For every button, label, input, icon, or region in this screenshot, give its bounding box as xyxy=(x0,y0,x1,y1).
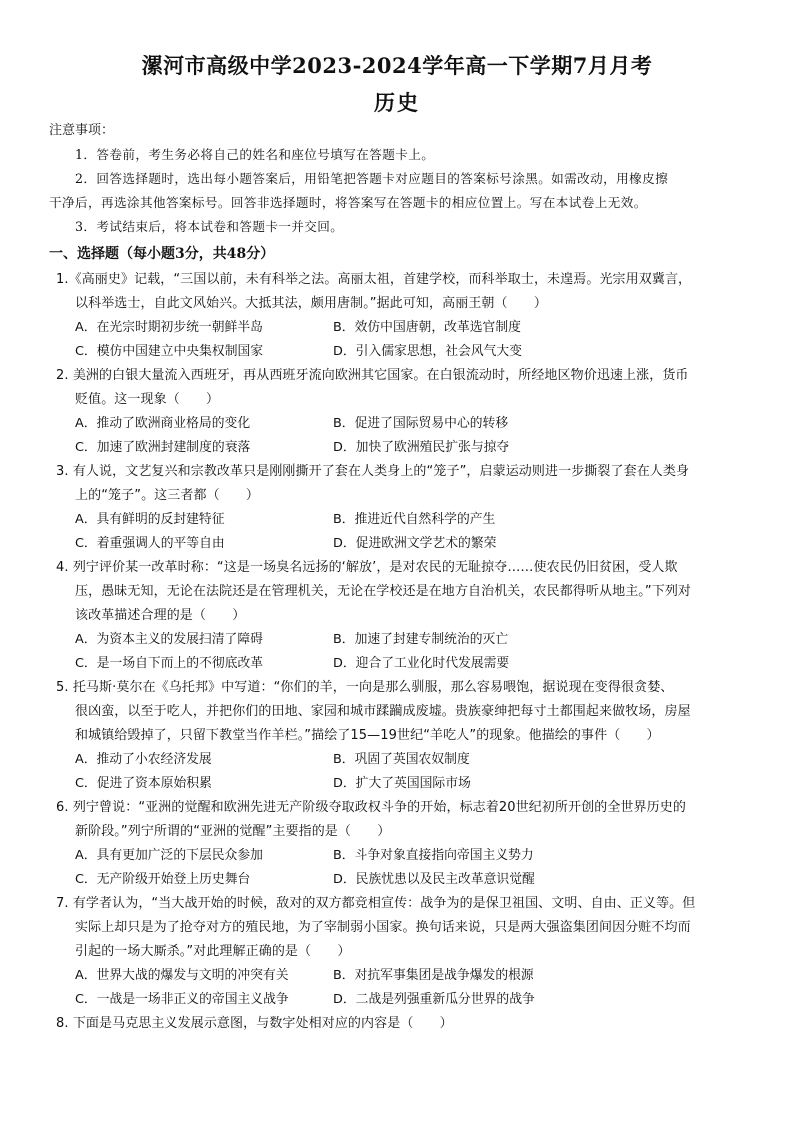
question-5-line-1: 5. 托马斯·莫尔在《乌托邦》中写道：“你们的羊，一向是那么驯服，那么容易喂饱，据说现在变得很贪婪、 xyxy=(56,680,674,695)
question-2-line-2: 贬值。这一现象（ ） xyxy=(75,392,220,407)
question-3-option-d: D．促进欧洲文学艺术的繁荣 xyxy=(333,536,497,551)
question-7-line-2: 实际上却只是为了抢夺对方的殖民地，为了宰制弱小国家。换句话来说，只是两大强盗集团间因分赃不均而 xyxy=(75,920,691,935)
question-4-option-d: D．迎合了工业化时代发展需要 xyxy=(333,656,510,671)
question-3-option-b: B．推进近代自然科学的产生 xyxy=(333,512,496,527)
question-1-option-d: D．引入儒家思想，社会风气大变 xyxy=(333,344,523,359)
question-6-option-d: D．民族忧患以及民主改革意识觉醒 xyxy=(333,872,535,887)
question-7-option-c: C．一战是一场非正义的帝国主义战争 xyxy=(75,992,289,1007)
question-2-option-c: C．加速了欧洲封建制度的衰落 xyxy=(75,440,251,455)
question-2-option-a: A．推动了欧洲商业格局的变化 xyxy=(75,416,251,431)
question-8-line-1: 8. 下面是马克思主义发展示意图，与数字处相对应的内容是（ ） xyxy=(56,1016,453,1031)
notice-item-3: 3．考试结束后，将本试卷和答题卡一并交回。 xyxy=(75,219,344,234)
question-5-line-3: 和城镇给毁掉了，只留下教堂当作羊栏。”描绘了15—19世纪“羊吃人”的现象。他描绘的事件（ ） xyxy=(75,728,660,743)
question-3-line-1: 3. 有人说，文艺复兴和宗教改革只是刚刚撕开了套在人类身上的“笼子”，启蒙运动则进一步撕裂了套在人类身 xyxy=(56,464,690,479)
question-1-line-2: 以科举选士，自此文风始兴。大抵其法，颇用唐制。”据此可知，高丽王朝（ ） xyxy=(75,296,547,311)
question-6-option-c: C．无产阶级开始登上历史舞台 xyxy=(75,872,251,887)
question-4-option-a: A．为资本主义的发展扫清了障碍 xyxy=(75,632,263,647)
notice-item-1: 1．答卷前，考生务必将自己的姓名和座位号填写在答题卡上。 xyxy=(75,147,435,162)
question-7-line-3: 引起的一场大厮杀。”对此理解正确的是（ ） xyxy=(75,944,351,959)
notice-item-2: 2．回答选择题时，选出每小题答案后，用铅笔把答题卡对应题目的答案标号涂黑。如需改动，用橡皮擦 xyxy=(75,171,669,186)
question-5-option-c: C．促进了资本原始积累 xyxy=(75,776,212,791)
question-5-option-d: D．扩大了英国国际市场 xyxy=(333,776,471,791)
question-3-line-2: 上的“笼子”。这三者都（ ） xyxy=(75,488,259,503)
question-6-line-2: 新阶段。”列宁所谓的“亚洲的觉醒”主要指的是（ ） xyxy=(75,824,391,839)
question-5-option-b: B．巩固了英国农奴制度 xyxy=(333,752,470,767)
question-7-option-a: A．世界大战的爆发与文明的冲突有关 xyxy=(75,968,289,983)
question-2-option-d: D．加快了欧洲殖民扩张与掠夺 xyxy=(333,440,510,455)
question-1-option-c: C．模仿中国建立中央集权制国家 xyxy=(75,344,264,359)
exam-subject: 历史 xyxy=(374,90,420,115)
question-5-line-2: 很凶蛮，以至于吃人，并把你们的田地、家园和城市蹂躏成废墟。贵族豪绅把每寸土都围起来做牧场，房屋 xyxy=(75,704,691,719)
notice-item-2-cont: 干净后，再选涂其他答案标号。回答非选择题时，将答案写在答题卡的相应位置上。写在本试卷上无效。 xyxy=(49,195,647,210)
question-7-option-d: D．二战是列强重新瓜分世界的战争 xyxy=(333,992,535,1007)
question-6-option-b: B．斗争对象直接指向帝国主义势力 xyxy=(333,848,534,863)
question-1-option-b: B．效仿中国唐朝，改革选官制度 xyxy=(333,320,521,335)
question-4-line-3: 该改革描述合理的是（ ） xyxy=(75,608,246,623)
question-4-line-1: 4. 列宁评价某一改革时称：“这是一场臭名远扬的‘解放’，是对农民的无耻掠夺……使农民仍旧贫困，受人欺 xyxy=(56,560,678,575)
question-1-option-a: A．在光宗时期初步统一朝鲜半岛 xyxy=(75,320,263,335)
question-6-line-1: 6. 列宁曾说：“亚洲的觉醒和欧洲先进无产阶级夺取政权斗争的开始，标志着20世纪初所开创的全世界历史的 xyxy=(56,800,686,815)
question-2-option-b: B．促进了国际贸易中心的转移 xyxy=(333,416,509,431)
exam-title: 漯河市高级中学2023-2024学年高一下学期7月月考 xyxy=(141,53,653,78)
question-2-line-1: 2. 美洲的白银大量流入西班牙，再从西班牙流向欧洲其它国家。在白银流动时，所经地区物价迅速上涨，货币 xyxy=(56,368,689,383)
question-4-option-c: C．是一场自下而上的不彻底改革 xyxy=(75,656,264,671)
notice-heading: 注意事项： xyxy=(49,123,115,138)
question-3-option-a: A．具有鲜明的反封建特征 xyxy=(75,512,225,527)
question-4-line-2: 压，愚昧无知，无论在法院还是在管理机关，无论在学校还是在地方自治机关，农民都得听从地主。”下列对 xyxy=(75,584,692,599)
question-5-option-a: A．推动了小农经济发展 xyxy=(75,752,212,767)
section-heading: 一、选择题（每小题3分，共48分） xyxy=(49,246,275,262)
question-7-line-1: 7. 有学者认为，“当大战开始的时候，敌对的双方都竞相宣传：战争为的是保卫祖国、文明、自由、正义等。但 xyxy=(56,896,696,911)
question-7-option-b: B．对抗军事集团是战争爆发的根源 xyxy=(333,968,534,983)
question-6-option-a: A．具有更加广泛的下层民众参加 xyxy=(75,848,263,863)
question-4-option-b: B．加速了封建专制统治的灭亡 xyxy=(333,632,509,647)
question-1-line-1: 1.《高丽史》记载，“三国以前，未有科举之法。高丽太祖，首建学校，而科举取士，未遑焉。光宗用双冀言， xyxy=(56,272,692,287)
question-3-option-c: C．着重强调人的平等自由 xyxy=(75,536,225,551)
